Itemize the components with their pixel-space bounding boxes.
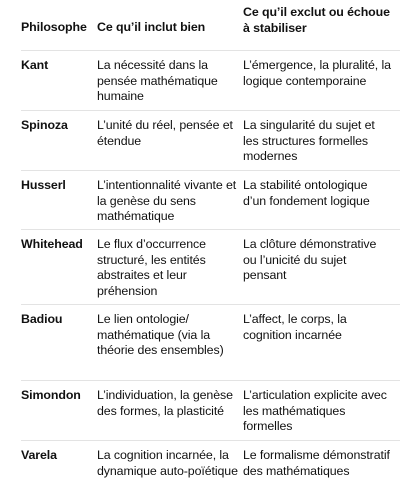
philosopher-name: Varela — [21, 448, 57, 462]
header-excludes: Ce qu’il exclut ou échoue à stabiliser — [243, 5, 390, 35]
philosopher-name: Husserl — [21, 178, 66, 192]
includes-cell: L’individuation, la genèse des formes, la plasticité — [97, 388, 233, 418]
header-includes: Ce qu’il inclut bien — [97, 20, 206, 34]
includes-cell: L’unité du réel, pensée et étendue — [97, 118, 233, 148]
excludes-cell: L’émergence, la pluralité, la logique contemporaine — [243, 58, 391, 88]
table-row — [21, 230, 400, 305]
table-row — [21, 305, 400, 381]
table-row — [21, 111, 400, 171]
philosopher-name: Simondon — [21, 388, 81, 402]
excludes-cell: La singularité du sujet et les structures formelles modernes — [243, 118, 375, 163]
excludes-cell: L’articulation explicite avec les mathématiques formelles — [243, 388, 387, 433]
includes-cell: La nécessité dans la pensée mathématique humaine — [97, 58, 218, 103]
philosopher-name: Badiou — [21, 312, 63, 326]
philosopher-name: Whitehead — [21, 237, 83, 251]
table-row — [21, 171, 400, 230]
excludes-cell: La stabilité ontologique d’un fondement logique — [243, 178, 370, 208]
philosopher-name: Spinoza — [21, 118, 68, 132]
philosopher-name: Kant — [21, 58, 49, 72]
table-row — [21, 381, 400, 441]
includes-cell: Le lien ontologie/ mathématique (via la théorie des ensembles) — [97, 312, 224, 357]
header-philosopher: Philosophe — [21, 20, 87, 34]
table-row — [21, 51, 400, 111]
includes-cell: La cognition incarnée, la dynamique auto-poïétique — [97, 448, 238, 478]
includes-cell: L’intentionnalité vivante et la genèse du sens mathématique — [97, 178, 237, 223]
table-row — [21, 441, 400, 501]
excludes-cell: L’affect, le corps, la cognition incarnée — [243, 312, 347, 342]
includes-cell: Le flux d’occurrence structuré, les entités abstraites et leur préhension — [97, 237, 206, 298]
table-header — [21, 0, 400, 51]
excludes-cell: Le formalisme démonstratif des mathématiques — [243, 448, 390, 478]
excludes-cell: La clôture démonstrative ou l’unicité du sujet pensant — [243, 237, 377, 282]
